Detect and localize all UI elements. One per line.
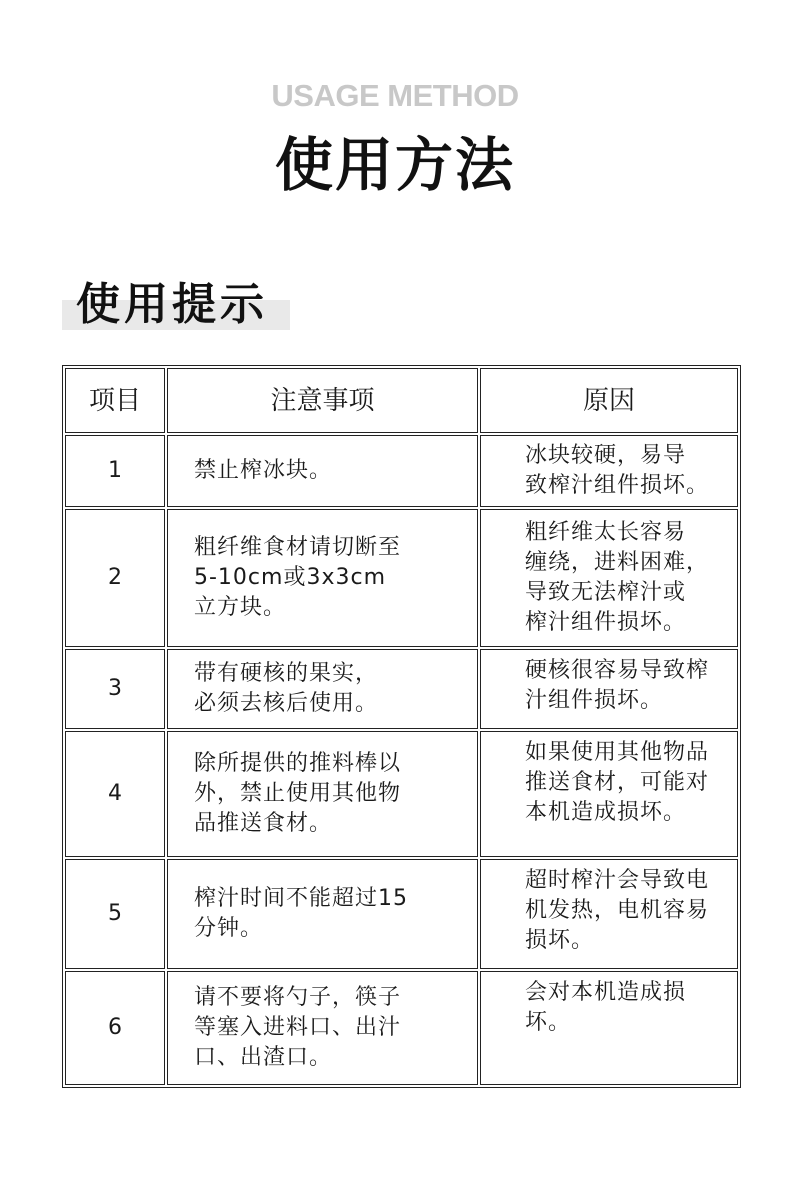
table-row	[65, 649, 738, 729]
page-title: 使用方法	[274, 131, 515, 199]
row-reason-text: 粗纤维太长容易 缠绕，进料困难， 导致无法榨汁或 榨汁组件损坏。	[525, 520, 710, 635]
row-note-text: 请不要将勺子，筷子 等塞入进料口、出汁 口、出渣口。	[194, 985, 402, 1070]
row-note-text: 带有硬核的果实， 必须去核后使用。	[194, 661, 379, 716]
english-title: USAGE METHOD	[271, 78, 519, 113]
row-reason-text: 冰块较硬，易导 致榨汁组件损坏。	[525, 443, 710, 498]
row-note	[167, 649, 478, 729]
row-number: 4	[65, 731, 165, 857]
row-reason-text: 会对本机造成损 坏。	[525, 980, 687, 1035]
row-note	[167, 971, 478, 1085]
row-note-text: 除所提供的推料棒以 外，禁止使用其他物 品推送食材。	[194, 751, 402, 836]
row-reason	[480, 731, 738, 857]
row-reason	[480, 859, 738, 969]
row-reason-text: 硬核很容易导致榨 汁组件损坏。	[525, 658, 710, 713]
row-note-text: 禁止榨冰块。	[194, 458, 333, 483]
row-reason	[480, 509, 738, 647]
row-note	[167, 859, 478, 969]
section-title: 使用提示	[76, 279, 268, 330]
row-number: 2	[65, 509, 165, 647]
table-row	[65, 859, 738, 969]
row-note-text: 粗纤维食材请切断至 5-10cm或3x3cm 立方块。	[194, 535, 402, 620]
table-row	[65, 971, 738, 1085]
row-number: 1	[65, 435, 165, 507]
row-number: 6	[65, 971, 165, 1085]
usage-tips-table	[62, 365, 741, 1088]
row-reason	[480, 971, 738, 1085]
table-row	[65, 731, 738, 857]
table-header-row	[65, 368, 738, 433]
row-reason	[480, 649, 738, 729]
table-row	[65, 435, 738, 507]
table-row	[65, 509, 738, 647]
row-number: 5	[65, 859, 165, 969]
row-note	[167, 731, 478, 857]
row-number: 3	[65, 649, 165, 729]
row-note	[167, 509, 478, 647]
row-note	[167, 435, 478, 507]
row-reason-text: 超时榨汁会导致电 机发热，电机容易 损坏。	[525, 868, 710, 953]
row-reason	[480, 435, 738, 507]
header-item: 项目	[65, 368, 165, 433]
header-reason: 原因	[480, 368, 738, 433]
row-note-text: 榨汁时间不能超过15 分钟。	[194, 886, 408, 941]
row-reason-text: 如果使用其他物品 推送食材，可能对 本机造成损坏。	[525, 740, 710, 825]
header-notes: 注意事项	[167, 368, 478, 433]
